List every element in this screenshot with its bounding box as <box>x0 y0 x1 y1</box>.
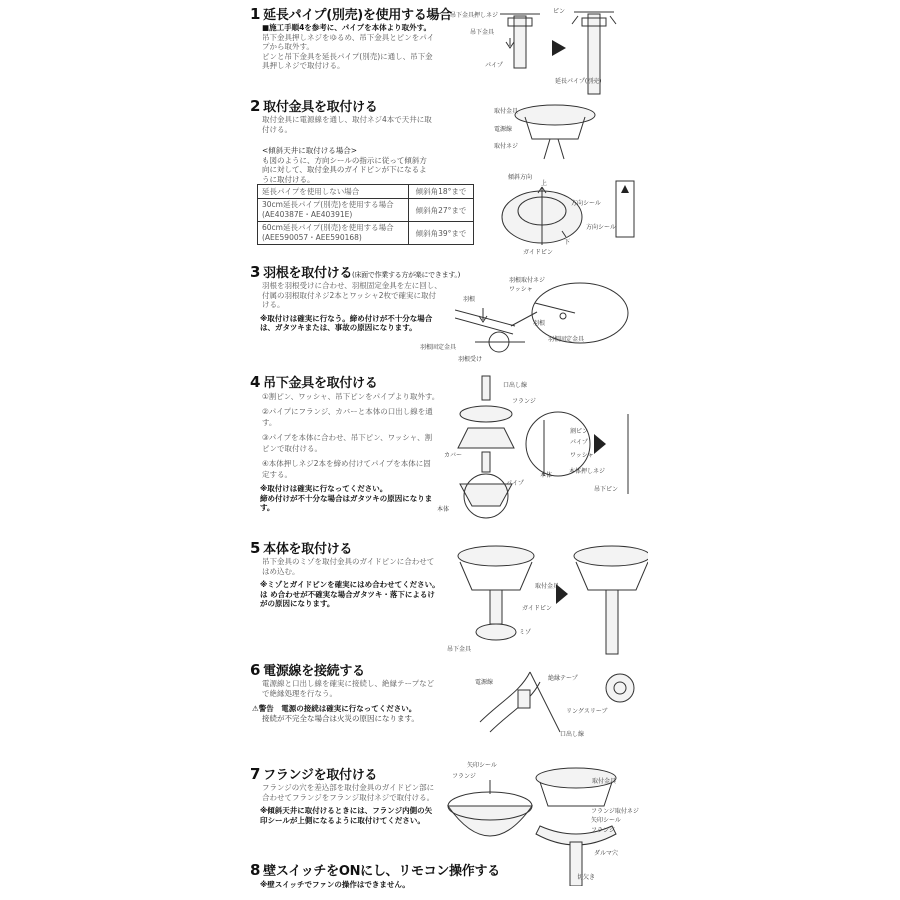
step-title <box>250 538 452 557</box>
body-line: ピンと吊下金具を延長パイプ(別売)に通し、吊下金 <box>262 51 433 61</box>
figure-label: 上 <box>541 180 548 187</box>
step-7 <box>250 764 452 825</box>
body-line: 電源線と口出し線を確実に接続し、絶縁テープなど <box>262 679 435 688</box>
step-heading: 羽根を取付ける <box>263 266 353 281</box>
figure-label: 口出し線 <box>503 382 528 389</box>
step-note <box>260 314 450 333</box>
figure-label: 電源線 <box>475 679 494 686</box>
figure-label: ガイドピン <box>523 249 553 256</box>
figure-label: 矢印シール <box>591 817 621 824</box>
body-line: ■施工手順4を参考に、パイプを本体より取外す。 <box>262 23 431 32</box>
step-number: 8 <box>250 861 261 879</box>
figure-label: フランジ <box>452 773 476 780</box>
figure-label: 本体押しネジ <box>569 468 606 475</box>
step-note <box>260 880 450 890</box>
body-line: はめ込む。 <box>262 566 300 576</box>
note-line: ※傾斜天井に取付けるときには、フランジ内側の矢 <box>260 806 433 815</box>
body-line: 付ける。 <box>262 124 292 134</box>
figure-label: 傾斜方向 <box>508 174 533 181</box>
body-line: ④本体押しネジ2本を締め付けてパイプを本体に固 <box>262 459 431 468</box>
body-line: フランジの穴を差込部を取付金具のガイドピン部に <box>262 783 435 792</box>
step-1 <box>250 4 452 71</box>
step-subtitle: (床面で作業する方が楽にできます。) <box>352 271 461 279</box>
figure-label: ダルマ穴 <box>594 850 619 857</box>
note-line: は、ガタツキまたは、事故の原因になります。 <box>260 323 417 332</box>
body-line: 取付金具に電源線を通し、取付ネジ4本で天井に取 <box>262 115 432 124</box>
mounting-bracket-figure <box>480 95 640 255</box>
step-2 <box>250 96 452 134</box>
step-heading: 壁スイッチをONにし、リモコン操作する <box>263 864 500 879</box>
tilt-ceiling-note <box>262 146 472 184</box>
figure-label: 吊下金具 <box>447 646 472 653</box>
figure-label: ガイドピン <box>522 605 552 612</box>
note-line: ※壁スイッチでファンの操作はできません。 <box>260 880 410 889</box>
figure-label: パイプ <box>485 62 503 69</box>
step-note <box>260 806 450 825</box>
body-line: ①割ピン、ワッシャ、吊下ピンをパイプより取外す。 <box>262 392 440 401</box>
body-line: ③パイプを本体に合わせ、吊下ピン、ワッシャ、割 <box>262 433 433 442</box>
step-3 <box>250 262 460 333</box>
figure-label: フランジ <box>591 827 615 834</box>
step-heading: 延長パイプ(別売)を使用する場合 <box>263 8 452 23</box>
subhead-line: うに取付ける。 <box>262 174 315 184</box>
body-line: 羽根を羽根受けに合わせ、羽根固定金具を左に回し、 <box>262 281 442 290</box>
figure-label: ワッシャ <box>509 286 533 293</box>
step-heading: 電源線を接続する <box>263 664 365 679</box>
figure-label: 取付金具 <box>592 778 617 785</box>
step-title <box>250 4 452 23</box>
figure-label: 絶縁テープ <box>548 675 578 682</box>
table-cell: 延長パイプを使用しない場合 <box>258 185 409 199</box>
step-5 <box>250 538 452 609</box>
figure-label: 吊下ピン <box>594 486 619 493</box>
figure-label: ピン <box>553 8 566 15</box>
body-line: 定する。 <box>262 470 292 479</box>
subhead-line: 向に対して、取付金具のガイドピンが下になるよ <box>262 165 427 174</box>
note-line: ※取付けは確実に行なってください。 <box>260 484 388 493</box>
step-4 <box>250 372 452 513</box>
figure-label: 切欠き <box>577 874 596 881</box>
step-title <box>250 660 452 679</box>
figure-label: パイプ <box>506 480 524 487</box>
body-line: 合わせてフランジをフランジ取付ネジで取付ける。 <box>262 792 435 802</box>
figure-label: パイプ <box>570 439 588 446</box>
figure-label: 吊下金具 <box>470 29 495 36</box>
subhead-line: も図のように、方向シールの指示に従って傾斜方 <box>262 155 427 165</box>
body-line: 具押しネジで取付ける。 <box>262 61 345 70</box>
figure-label: フランジ <box>512 398 536 405</box>
figure-label: フランジ取付ネジ <box>591 808 639 815</box>
step-heading: フランジを取付ける <box>263 768 378 783</box>
figure-label: ミゾ <box>519 629 532 636</box>
figure-label: ワッシャ <box>570 452 594 459</box>
body-mount-figure <box>448 540 648 660</box>
step-note <box>260 580 450 609</box>
step-body <box>262 391 452 480</box>
step-body <box>262 557 452 576</box>
figure-label: 取付金具 <box>494 108 519 115</box>
step-body <box>262 783 452 802</box>
note-line: は め合わせが不確実な場合ガタツキ・落下によるけ <box>260 589 435 599</box>
figure-label: 本体 <box>437 506 450 513</box>
step-number: 3 <box>250 263 261 281</box>
step-title <box>250 372 452 391</box>
note-line: す。 <box>260 503 275 512</box>
table-row <box>258 199 474 222</box>
table-cell: 60cm延長パイプ(別売)を使用する場合 (AEE590057・AEE590168) <box>258 222 409 245</box>
body-line: プから取外す。 <box>262 42 314 51</box>
figure-label: 口出し線 <box>560 731 585 738</box>
step-heading: 本体を取付ける <box>263 542 353 557</box>
figure-label: 延長パイプ(別売) <box>555 78 602 85</box>
body-line: 吊下金具のミゾを取付金具のガイドピンに合わせて <box>262 557 435 566</box>
table-cell: 傾斜角27°まで <box>409 199 474 222</box>
body-line: 吊下金具押しネジをゆるめ、吊下金具とピンをパイ <box>262 32 435 42</box>
figure-label: 取付ネジ <box>494 143 519 150</box>
step-number: 2 <box>250 97 261 115</box>
note-line: がの原因になります。 <box>260 599 335 608</box>
body-line: ける。 <box>262 300 285 309</box>
warning-note <box>252 704 442 723</box>
step-number: 7 <box>250 765 261 783</box>
blade-figure <box>455 268 650 368</box>
note-line: 締め付けが不十分な場合はガタツキの原因になりま <box>260 493 433 503</box>
note-line: 印シールが上側になるように取付けてください。 <box>260 815 425 825</box>
warning-line: ⚠警告 電源の接続は確実に行なってください。 <box>252 704 417 713</box>
figure-label: 羽根固定金具 <box>420 344 457 351</box>
step-body <box>262 281 452 310</box>
body-line: ②パイプにフランジ、カバーと本体の口出し線を通 <box>262 407 433 416</box>
figure-label: 割ピン <box>570 428 589 435</box>
table-cell: 傾斜角39°まで <box>409 222 474 245</box>
step-title <box>250 96 452 115</box>
figure-label: 矢印シール <box>467 762 497 769</box>
figure-label: 羽根 <box>463 296 476 303</box>
figure-label: 方向シール <box>586 224 616 231</box>
step-number: 1 <box>250 5 261 23</box>
table-row <box>258 185 474 199</box>
figure-label: カバー <box>444 452 463 459</box>
hanger-bracket-figure <box>448 374 648 524</box>
step-heading: 吊下金具を取付ける <box>263 376 378 391</box>
warning-line: 接続が不完全な場合は火災の原因になります。 <box>262 713 419 723</box>
figure-label: 本体 <box>540 472 553 479</box>
figure-label: 羽根固定金具 <box>548 336 585 343</box>
step-note <box>260 484 450 513</box>
table-row <box>258 222 474 245</box>
note-line: ※取付けは確実に行なう。締め付けが不十分な場合 <box>260 313 433 323</box>
body-line: す。 <box>262 418 277 427</box>
figure-label: 羽根 <box>533 320 546 327</box>
step-title <box>250 764 452 783</box>
tilt-angle-table <box>257 184 474 245</box>
body-line: で絶縁処理を行なう。 <box>262 688 337 698</box>
figure-label: 羽根取付ネジ <box>509 277 546 284</box>
step-title <box>250 262 460 281</box>
step-body <box>262 679 452 698</box>
table-cell: 傾斜角18°まで <box>409 185 474 199</box>
figure-label: 吊下金具押しネジ <box>450 12 499 19</box>
step-body <box>262 115 452 134</box>
figure-label: 取付金具 <box>535 583 560 590</box>
figure-label: 下 <box>564 239 571 246</box>
step-number: 6 <box>250 661 261 679</box>
step-heading: 取付金具を取付ける <box>263 100 378 115</box>
step-number: 4 <box>250 373 261 391</box>
note-line: ※ミゾとガイドピンを確実にはめ合わせてください。 <box>260 580 440 589</box>
step-body <box>262 23 452 71</box>
subhead-title: <傾斜天井に取付ける場合> <box>262 146 358 155</box>
figure-label: 電源線 <box>494 126 513 133</box>
step-6 <box>250 660 452 723</box>
figure-label: 方向シール <box>571 200 601 207</box>
figure-label: リングスリーブ <box>566 708 608 715</box>
table-cell: 30cm延長パイプ(別売)を使用する場合 (AE40387E・AE40391E) <box>258 199 409 222</box>
figure-label: 羽根受け <box>458 356 483 363</box>
body-line: 付属の羽根取付ネジ2本とワッシャ2枚で確実に取付 <box>262 290 437 300</box>
step-number: 5 <box>250 539 261 557</box>
body-line: ピンで取付ける。 <box>262 444 322 453</box>
